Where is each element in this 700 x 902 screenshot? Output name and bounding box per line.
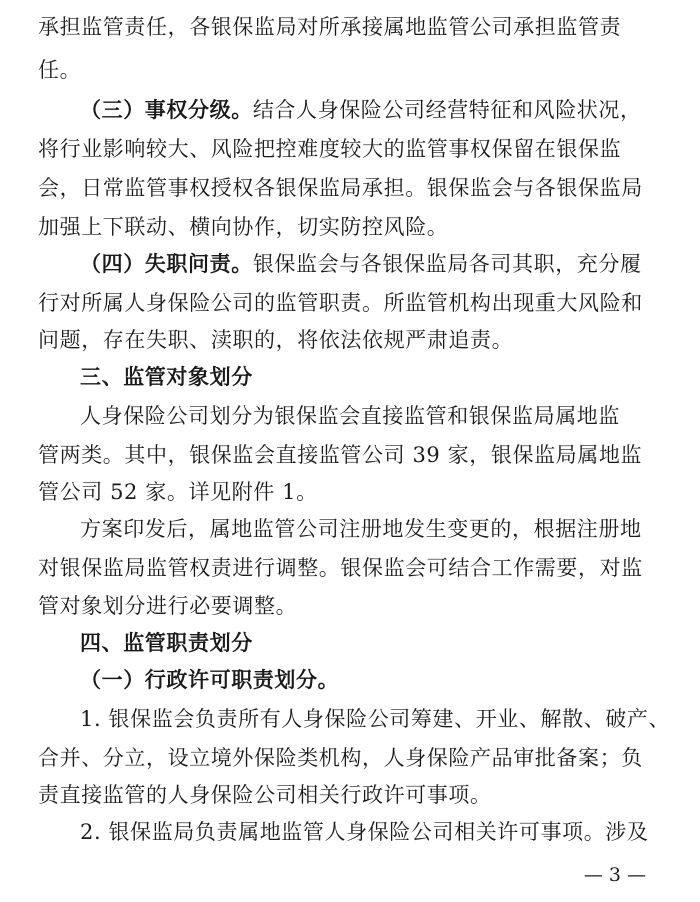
- section-heading-three: 三、监管对象划分: [80, 365, 253, 389]
- text-line: 将行业影响较大、风险把控难度较大的监管事权保留在银保监: [38, 137, 622, 161]
- text-line: 问题，存在失职、渎职的，将依法依规严肃追责。: [38, 328, 514, 352]
- text-line: 责直接监管的人身保险公司相关行政许可事项。: [38, 783, 492, 807]
- text-line: 任。: [38, 58, 82, 82]
- text-line: 行对所属人身保险公司的监管职责。所监管机构出现重大风险和: [38, 291, 643, 315]
- text-line: 人身保险公司划分为银保监会直接监管和银保监局属地监: [80, 404, 620, 428]
- text-line: 合并、分立，设立境外保险类机构，人身保险产品审批备案；负: [38, 746, 643, 770]
- subheading-one: （一）行政许可职责划分。: [80, 668, 340, 692]
- paragraph-four-label: （四）失职问责。: [80, 252, 253, 276]
- text-line: 2. 银保监局负责属地监管人身保险公司相关许可事项。涉及: [80, 820, 649, 844]
- text-line: 管对象划分进行必要调整。: [38, 594, 298, 618]
- text-line: 会，日常监管事权授权各银保监局承担。银保监会与各银保监局: [38, 176, 643, 200]
- text-line: 管两类。其中，银保监会直接监管公司 39 家，银保监局属地监: [38, 443, 643, 467]
- paragraph-three-text: 结合人身保险公司经营特征和风险状况，: [252, 98, 642, 122]
- paragraph-four-text: 银保监会与各银保监局各司其职，充分履: [252, 252, 642, 276]
- text-line: 管公司 52 家。详见附件 1。: [38, 480, 318, 504]
- page-number: — 3 —: [583, 864, 646, 886]
- paragraph-three-label: （三）事权分级。: [80, 98, 253, 122]
- paragraph-three-first-line: [80, 100, 668, 121]
- text-line: 1. 银保监会负责所有人身保险公司筹建、开业、解散、破产、: [80, 707, 671, 731]
- text-line: 方案印发后，属地监管公司注册地发生变更的，根据注册地: [80, 517, 642, 541]
- text-line: 承担监管责任，各银保监局对所承接属地监管公司承担监管责: [38, 15, 622, 39]
- paragraph-four-first-line: [80, 254, 668, 275]
- text-line: 加强上下联动、横向协作，切实防控风险。: [38, 215, 449, 239]
- text-line: 对银保监局监管权责进行调整。银保监会可结合工作需要，对监: [38, 556, 643, 580]
- section-heading-four: 四、监管职责划分: [80, 631, 253, 655]
